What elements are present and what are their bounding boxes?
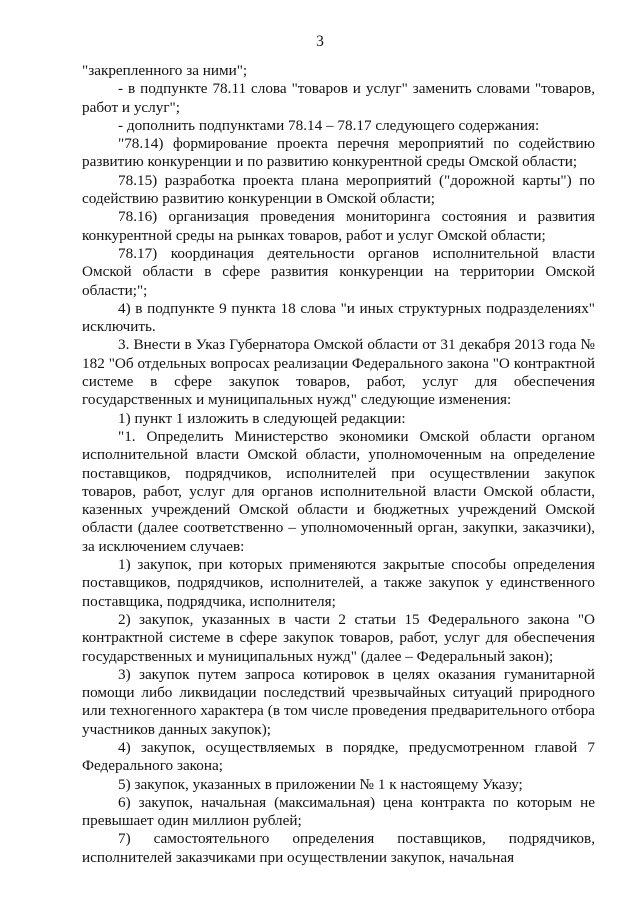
paragraph: - дополнить подпунктами 78.14 – 78.17 следующего содержания: bbox=[118, 116, 540, 134]
paragraph: 7) самостоятельного определения поставщиков, подрядчиков, исполнителей заказчиками при осуществлении закупок, начальная bbox=[82, 830, 595, 866]
paragraph: 1) пункт 1 изложить в следующей редакции: bbox=[118, 409, 406, 427]
paragraph: 2) закупок, указанных в части 2 статьи 15 Федерального закона "О контрактной системе в сфере закупок товаров, работ, услуг для обеспечения государственных и муниципальных нужд" (далее – Федеральный закон); bbox=[82, 610, 595, 665]
paragraph: 1) закупок, при которых применяются закрытые способы определения поставщиков, подрядчиков, исполнителей, а также закупок у единственного поставщика, подрядчика, исполнителя; bbox=[82, 556, 595, 610]
paragraph: "1. Определить Министерство экономики Омской области органом исполнительной власти Омской области, уполномоченным на определение поставщиков, подрядчиков, исполнителей при осуществлении закупок товаров, работ, услуг для органов исполнительной власти Омской области, казенных учреждений Омской области и бюджетных учреждений Омской области (далее соответственно – уполномоченный орган, закупки, заказчики), за исключением случаев: bbox=[82, 427, 595, 555]
paragraph: 78.15) разработка проекта плана мероприятий ("дорожной карты") по содействию развитию конкуренции в Омской области; bbox=[82, 171, 595, 208]
paragraph: "закрепленного за ними"; bbox=[82, 62, 248, 79]
paragraph: "78.14) формирование проекта перечня мероприятий по содействию развитию конкуренции и по развитию конкурентной среды Омской области; bbox=[82, 135, 595, 171]
paragraph: 78.17) координация деятельности органов исполнительной власти Омской области в сфере развития конкуренции на территории Омской области;"; bbox=[82, 244, 595, 299]
page-number: 3 bbox=[316, 33, 324, 50]
paragraph: - в подпункте 78.11 слова "товаров и услуг" заменить словами "товаров, работ и услуг"; bbox=[82, 80, 595, 116]
paragraph: 3) закупок путем запроса котировок в целях оказания гуманитарной помощи либо ликвидации последствий чрезвычайных ситуаций природного или техногенного характера (в том числе проведения предварительного отбора участников данных закупок); bbox=[82, 665, 595, 738]
paragraph: 5) закупок, указанных в приложении № 1 к настоящему Указу; bbox=[118, 775, 523, 793]
document-body bbox=[82, 62, 595, 867]
paragraph: 4) в подпункте 9 пункта 18 слова "и иных структурных подразделениях" исключить. bbox=[82, 299, 595, 336]
paragraph: 4) закупок, осуществляемых в порядке, предусмотренном главой 7 Федерального закона; bbox=[82, 738, 595, 775]
paragraph: 6) закупок, начальная (максимальная) цена контракта по которым не превышает один миллион рублей; bbox=[82, 793, 595, 830]
paragraph: 78.16) организация проведения мониторинга состояния и развития конкурентной среды на рынках товаров, работ и услуг Омской области; bbox=[82, 208, 595, 244]
paragraph: 3. Внести в Указ Губернатора Омской области от 31 декабря 2013 года № 182 "Об отдельных вопросах реализации Федерального закона "О контрактной системе в сфере закупок товаров, работ, услуг для обеспечения государственных и муниципальных нужд" следующие изменения: bbox=[82, 336, 595, 409]
